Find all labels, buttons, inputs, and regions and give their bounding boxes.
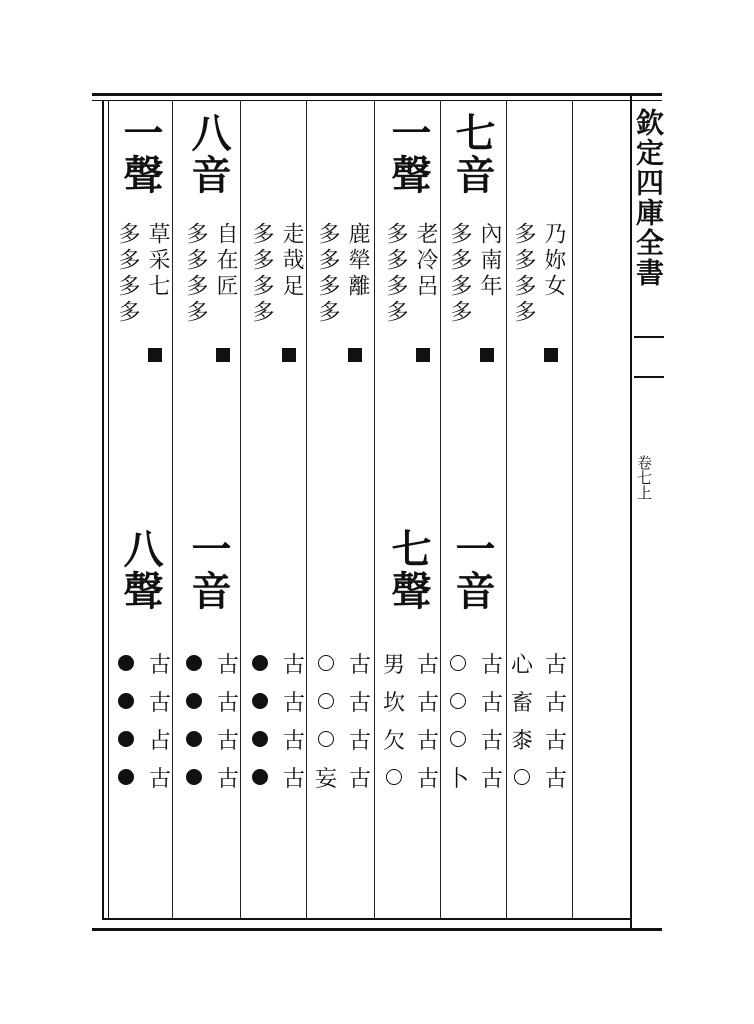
glyph: 古 [282, 728, 305, 754]
open-circle-icon [318, 731, 334, 747]
filled-circle-mark [182, 682, 206, 720]
glyph: 古 [216, 652, 239, 678]
bottom-stack [216, 644, 240, 796]
top-line: 多多多多 [183, 222, 208, 326]
open-circle-icon [318, 655, 334, 671]
open-circle-mark [510, 758, 534, 796]
filled-square-mark [348, 348, 362, 362]
bottom-stack [544, 644, 568, 796]
bottom-entry [510, 644, 568, 796]
glyph: 古 [416, 652, 439, 678]
bottom-heading: 一音 [449, 528, 496, 612]
top-line: 多多多多 [115, 222, 140, 326]
glyph: 妄 [314, 766, 337, 792]
bottom-entry [182, 644, 240, 796]
glyph: 古 [216, 766, 239, 792]
glyph: 古 [282, 690, 305, 716]
bottom-stack [446, 644, 470, 796]
bottom-stack [382, 644, 406, 796]
top-heading: 一聲 [385, 112, 432, 196]
filled-square-mark [416, 348, 430, 362]
frame-bottom [102, 918, 632, 920]
glyph: 古 [480, 652, 503, 678]
bottom-entry [248, 644, 306, 796]
glyph: 畜 [510, 690, 533, 716]
filled-circle-icon [186, 731, 202, 747]
glyph: 欠 [382, 728, 405, 754]
glyph: 桼 [510, 728, 533, 754]
bottom-entry [314, 644, 372, 796]
column-divider [440, 100, 441, 918]
bottom-heading: 八聲 [117, 528, 164, 612]
glyph: 古 [282, 652, 305, 678]
glyph: 古 [544, 652, 567, 678]
top-heading: 七音 [449, 112, 496, 196]
glyph: 古 [480, 728, 503, 754]
top-entry [248, 222, 304, 326]
frame-left-thin [108, 100, 109, 920]
glyph: 古 [282, 766, 305, 792]
filled-circle-icon [118, 655, 134, 671]
filled-circle-mark [114, 682, 138, 720]
filled-circle-icon [252, 769, 268, 785]
top-entry [446, 222, 502, 326]
top-line: 自在匠 [213, 222, 238, 300]
volume-label: 卷七上 [635, 455, 653, 500]
column-divider [506, 100, 507, 918]
glyph: 古 [416, 766, 439, 792]
glyph: 古 [480, 766, 503, 792]
glyph: 男 [382, 652, 405, 678]
open-circle-icon [450, 655, 466, 671]
top-line: 多多多多 [315, 222, 340, 326]
filled-square-mark [282, 348, 296, 362]
column-divider [374, 100, 375, 918]
glyph: 古 [216, 728, 239, 754]
fish-tail-mark [634, 336, 664, 378]
filled-circle-icon [118, 769, 134, 785]
top-line: 內南年 [477, 222, 502, 300]
column-divider [240, 100, 241, 918]
glyph: 古 [544, 728, 567, 754]
bottom-stack [148, 644, 172, 796]
bottom-entry [114, 644, 172, 796]
margin-title: 欽定四庫全書 [632, 108, 665, 288]
glyph: 坎 [382, 690, 405, 716]
filled-circle-mark [114, 758, 138, 796]
glyph: 古 [480, 690, 503, 716]
bottom-stack [416, 644, 440, 796]
top-heading: 八音 [185, 112, 232, 196]
open-circle-icon [450, 731, 466, 747]
bottom-entry [446, 644, 504, 796]
glyph: 古 [148, 690, 171, 716]
top-line: 多多多多 [249, 222, 274, 326]
filled-circle-mark [114, 720, 138, 758]
filled-circle-mark [182, 644, 206, 682]
open-circle-mark [382, 758, 406, 796]
filled-circle-icon [186, 655, 202, 671]
filled-circle-mark [182, 758, 206, 796]
filled-circle-icon [252, 693, 268, 709]
filled-circle-icon [252, 655, 268, 671]
top-line: 多多多多 [511, 222, 536, 326]
top-rule [92, 93, 662, 96]
top-entry [314, 222, 370, 326]
filled-square-mark [216, 348, 230, 362]
bottom-stack [114, 644, 138, 796]
open-circle-icon [514, 769, 530, 785]
open-circle-mark [314, 644, 338, 682]
glyph: 古 [416, 690, 439, 716]
glyph: 古 [148, 652, 171, 678]
open-circle-icon [386, 769, 402, 785]
bottom-stack [480, 644, 504, 796]
top-entry [182, 222, 238, 326]
top-line: 走哉足 [279, 222, 304, 300]
open-circle-icon [450, 693, 466, 709]
open-circle-mark [314, 682, 338, 720]
top-line: 多多多多 [447, 222, 472, 326]
bottom-stack [348, 644, 372, 796]
glyph: 古 [544, 766, 567, 792]
top-line: 乃妳女 [541, 222, 566, 300]
bottom-stack [182, 644, 206, 796]
open-circle-icon [318, 693, 334, 709]
glyph: 古 [348, 766, 371, 792]
glyph: 心 [510, 652, 533, 678]
top-line: 草采七 [145, 222, 170, 300]
glyph: 卜 [446, 766, 469, 792]
bottom-stack [282, 644, 306, 796]
open-circle-mark [446, 682, 470, 720]
filled-circle-icon [118, 731, 134, 747]
column-divider [172, 100, 173, 918]
filled-circle-mark [248, 720, 272, 758]
top-heading: 一聲 [117, 112, 164, 196]
top-entry [114, 222, 170, 326]
bottom-stack [510, 644, 534, 796]
glyph: 古 [148, 766, 171, 792]
top-line: 多多多多 [383, 222, 408, 326]
top-entry [382, 222, 438, 326]
bottom-stack [248, 644, 272, 796]
filled-circle-mark [182, 720, 206, 758]
bottom-heading: 一音 [185, 528, 232, 612]
top-line: 鹿犖離 [345, 222, 370, 300]
filled-square-mark [148, 348, 162, 362]
top-line: 老冷呂 [413, 222, 438, 300]
glyph: 古 [216, 690, 239, 716]
filled-circle-mark [248, 758, 272, 796]
top-entry [510, 222, 566, 326]
bottom-stack [314, 644, 338, 796]
glyph: 古 [348, 652, 371, 678]
filled-circle-mark [114, 644, 138, 682]
bottom-heading: 七聲 [385, 528, 432, 612]
filled-circle-icon [252, 731, 268, 747]
filled-circle-icon [186, 769, 202, 785]
filled-circle-icon [118, 693, 134, 709]
column-divider [572, 100, 573, 918]
bottom-entry [382, 644, 440, 796]
glyph: 古 [544, 690, 567, 716]
filled-square-mark [544, 348, 558, 362]
frame-left [102, 100, 104, 920]
glyph: 古 [416, 728, 439, 754]
filled-circle-mark [248, 682, 272, 720]
filled-circle-icon [186, 693, 202, 709]
glyph: 古 [348, 690, 371, 716]
top-rule-thin [92, 100, 662, 101]
filled-circle-mark [248, 644, 272, 682]
open-circle-mark [314, 720, 338, 758]
open-circle-mark [446, 720, 470, 758]
open-circle-mark [446, 644, 470, 682]
glyph: 古 [348, 728, 371, 754]
glyph: 占 [148, 728, 171, 754]
bottom-rule [92, 928, 662, 931]
filled-square-mark [480, 348, 494, 362]
column-divider [306, 100, 307, 918]
